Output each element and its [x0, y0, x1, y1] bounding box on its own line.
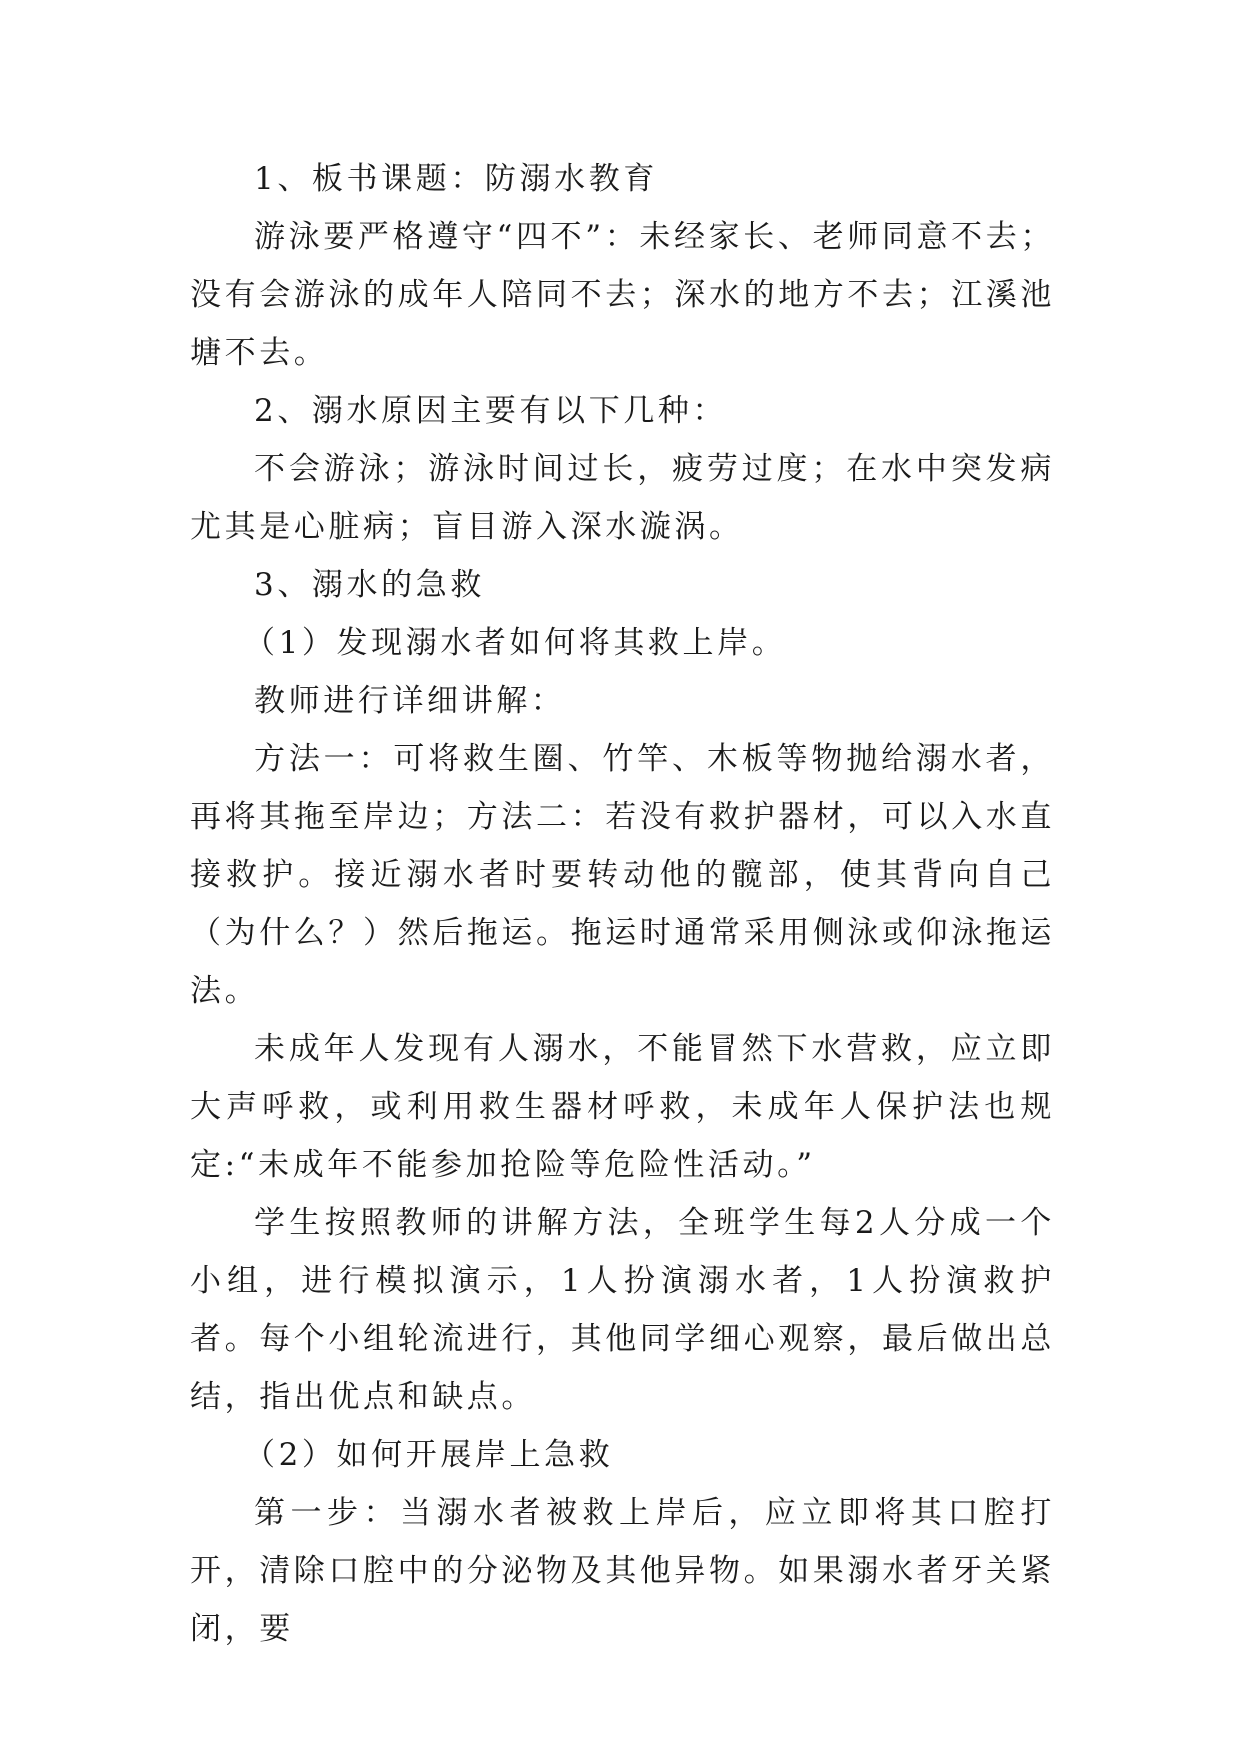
heading-first-aid: 3、溺水的急救 — [254, 567, 485, 603]
paragraph-minors: 未成年人发现有人溺水，不能冒然下水营救，应立即大声呼救，或利用救生器材呼救，未成年人保护法也规定:“未成年不能参加抢险等危险性活动。” — [190, 1031, 1055, 1183]
paragraph-student-practice: 学生按照教师的讲解方法，全班学生每2人分成一个小组，进行模拟演示，1人扮演溺水者，1人扮演救护者。每个小组轮流进行，其他同学细心观察，最后做出总结，指出优点和缺点。 — [190, 1205, 1055, 1415]
heading-drowning-causes: 2、溺水原因主要有以下几种： — [254, 393, 728, 429]
paragraph-four-nots: 游泳要严格遵守“四不”：未经家长、老师同意不去；没有会游泳的成年人陪同不去；深水的地方不去；江溪池塘不去。 — [190, 219, 1055, 371]
document-body — [190, 150, 1055, 1658]
subheading-onshore-aid: （2）如何开展岸上急救 — [244, 1437, 614, 1473]
subheading-rescue-ashore: （1）发现溺水者如何将其救上岸。 — [244, 625, 787, 661]
paragraph-step-one: 第一步：当溺水者被救上岸后，应立即将其口腔打开，清除口腔中的分泌物及其他异物。如果溺水者牙关紧闭，要 — [190, 1495, 1055, 1647]
paragraph-teacher-explains: 教师进行详细讲解： — [254, 683, 566, 719]
paragraph-causes: 不会游泳；游泳时间过长，疲劳过度；在水中突发病尤其是心脏病；盲目游入深水漩涡。 — [190, 451, 1055, 545]
paragraph-methods: 方法一：可将救生圈、竹竿、木板等物抛给溺水者，再将其拖至岸边；方法二：若没有救护器材，可以入水直接救护。接近溺水者时要转动他的髋部，使其背向自己（为什么？）然后拖运。拖运时通常采用侧泳或仰泳拖运法。 — [190, 741, 1055, 1009]
heading-lesson-title: 1、板书课题：防溺水教育 — [254, 161, 658, 197]
